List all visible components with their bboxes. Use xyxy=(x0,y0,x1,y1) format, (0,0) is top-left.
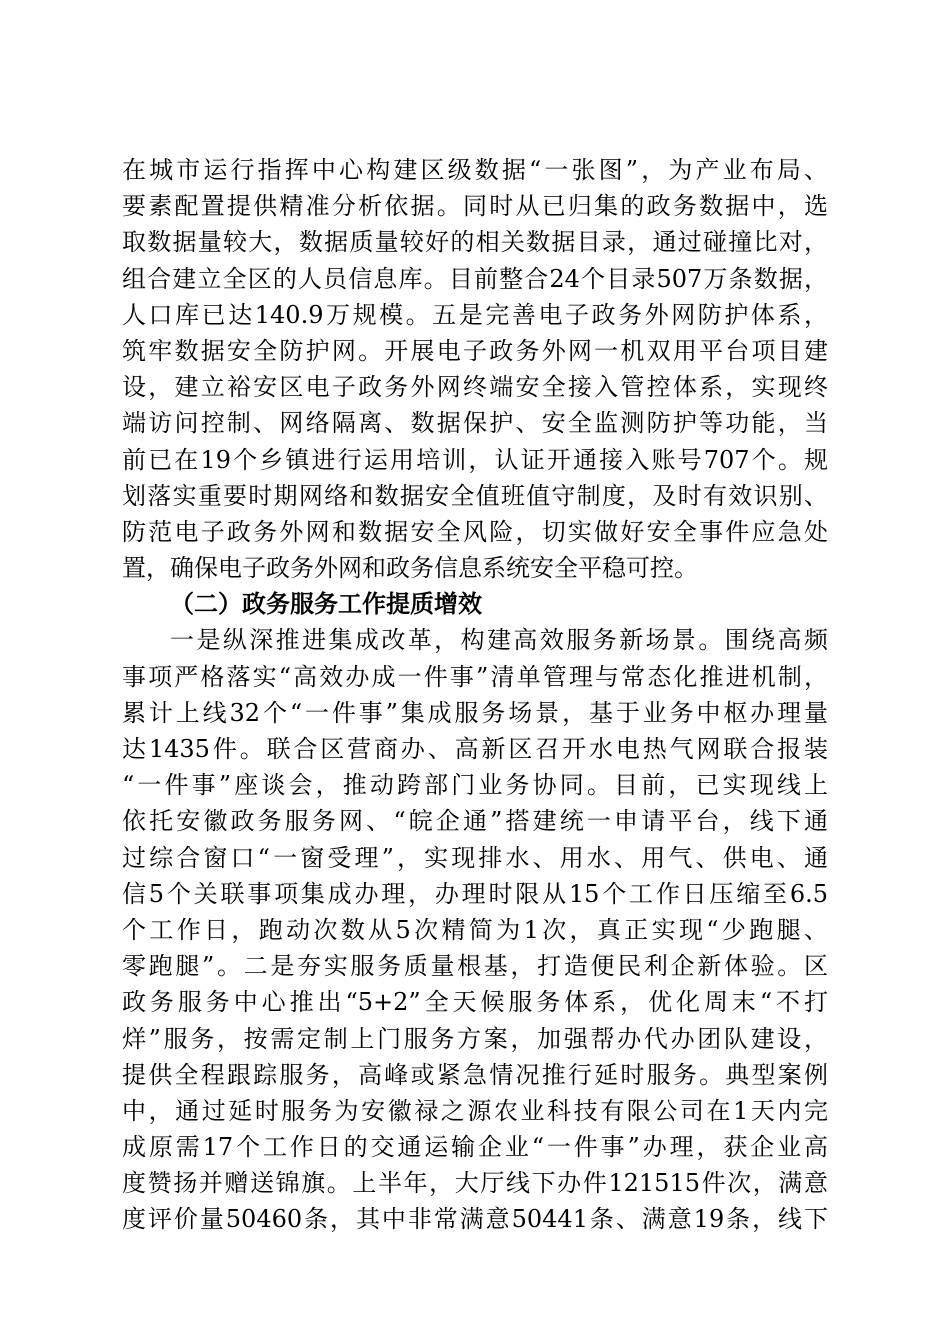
paragraph-line: 要素配置提供精准分析依据。同时从已归集的政务数据中，选 xyxy=(122,192,828,221)
paragraph-line: 度赞扬并赠送锦旗。上半年，大厅线下办件121515件次，满意 xyxy=(122,1169,828,1198)
section-heading: （二）政务服务工作提质增效 xyxy=(170,589,482,619)
paragraph-line: 防范电子政务外网和数据安全风险，切实做好安全事件应急处 xyxy=(122,517,828,546)
paragraph-line: 过综合窗口“一窗受理”，实现排水、用水、用气、供电、通 xyxy=(122,843,828,872)
paragraph-line: 提供全程跟踪服务，高峰或紧急情况推行延时服务。典型案例 xyxy=(122,1060,828,1089)
paragraph-line: 度评价量50460条，其中非常满意50441条、满意19条，线下 xyxy=(122,1205,828,1234)
paragraph-line: 一是纵深推进集成改革，构建高效服务新场景。围绕高频 xyxy=(170,626,828,655)
paragraph-line: 组合建立全区的人员信息库。目前整合24个目录507万条数据， xyxy=(122,264,828,293)
paragraph-line: 划落实重要时期网络和数据安全值班值守制度，及时有效识别、 xyxy=(122,481,828,510)
paragraph-line: 累计上线32个“一件事”集成服务场景，基于业务中枢办理量 xyxy=(122,698,828,727)
paragraph-line: 取数据量较大，数据质量较好的相关数据目录，通过碰撞比对， xyxy=(122,228,828,257)
paragraph-line: 成原需17个工作日的交通运输企业“一件事”办理，获企业高 xyxy=(122,1133,828,1162)
paragraph-line: 设，建立裕安区电子政务外网终端安全接入管控体系，实现终 xyxy=(122,373,828,402)
paragraph-line: 零跑腿”。二是夯实服务质量根基，打造便民利企新体验。区 xyxy=(122,952,828,981)
paragraph-line: 政务服务中心推出“5+2”全天候服务体系，优化周末“不打 xyxy=(122,988,828,1017)
paragraph-line: 依托安徽政务服务网、“皖企通”搭建统一申请平台，线下通 xyxy=(122,807,828,836)
paragraph-line: 端访问控制、网络隔离、数据保护、安全监测防护等功能，当 xyxy=(122,409,828,438)
paragraph-line: 前已在19个乡镇进行运用培训，认证开通接入账号707个。规 xyxy=(122,445,828,474)
paragraph-line: 达1435件。联合区营商办、高新区召开水电热气网联合报装 xyxy=(122,735,828,763)
paragraph-line: 在城市运行指挥中心构建区级数据“一张图”，为产业布局、 xyxy=(122,156,828,184)
paragraph-line: 信5个关联事项集成办理，办理时限从15个工作日压缩至6.5 xyxy=(122,879,828,908)
paragraph-line: 个工作日，跑动次数从5次精简为1次，真正实现“少跑腿、 xyxy=(122,915,828,944)
paragraph-line: 烊”服务，按需定制上门服务方案，加强帮办代办团队建设， xyxy=(122,1024,828,1053)
paragraph-line: 筑牢数据安全防护网。开展电子政务外网一机双用平台项目建 xyxy=(122,336,828,365)
paragraph-line: 事项严格落实“高效办成一件事”清单管理与常态化推进机制， xyxy=(122,662,828,691)
paragraph-line: 人口库已达140.9万规模。五是完善电子政务外网防护体系， xyxy=(122,300,828,329)
document-body xyxy=(122,152,828,1238)
paragraph-line: 置，确保电子政务外网和政务信息系统安全平稳可控。 xyxy=(122,554,698,583)
paragraph-line: 中，通过延时服务为安徽禄之源农业科技有限公司在1天内完 xyxy=(122,1096,828,1125)
paragraph-line: “一件事”座谈会，推动跨部门业务协同。目前，已实现线上 xyxy=(122,771,828,800)
